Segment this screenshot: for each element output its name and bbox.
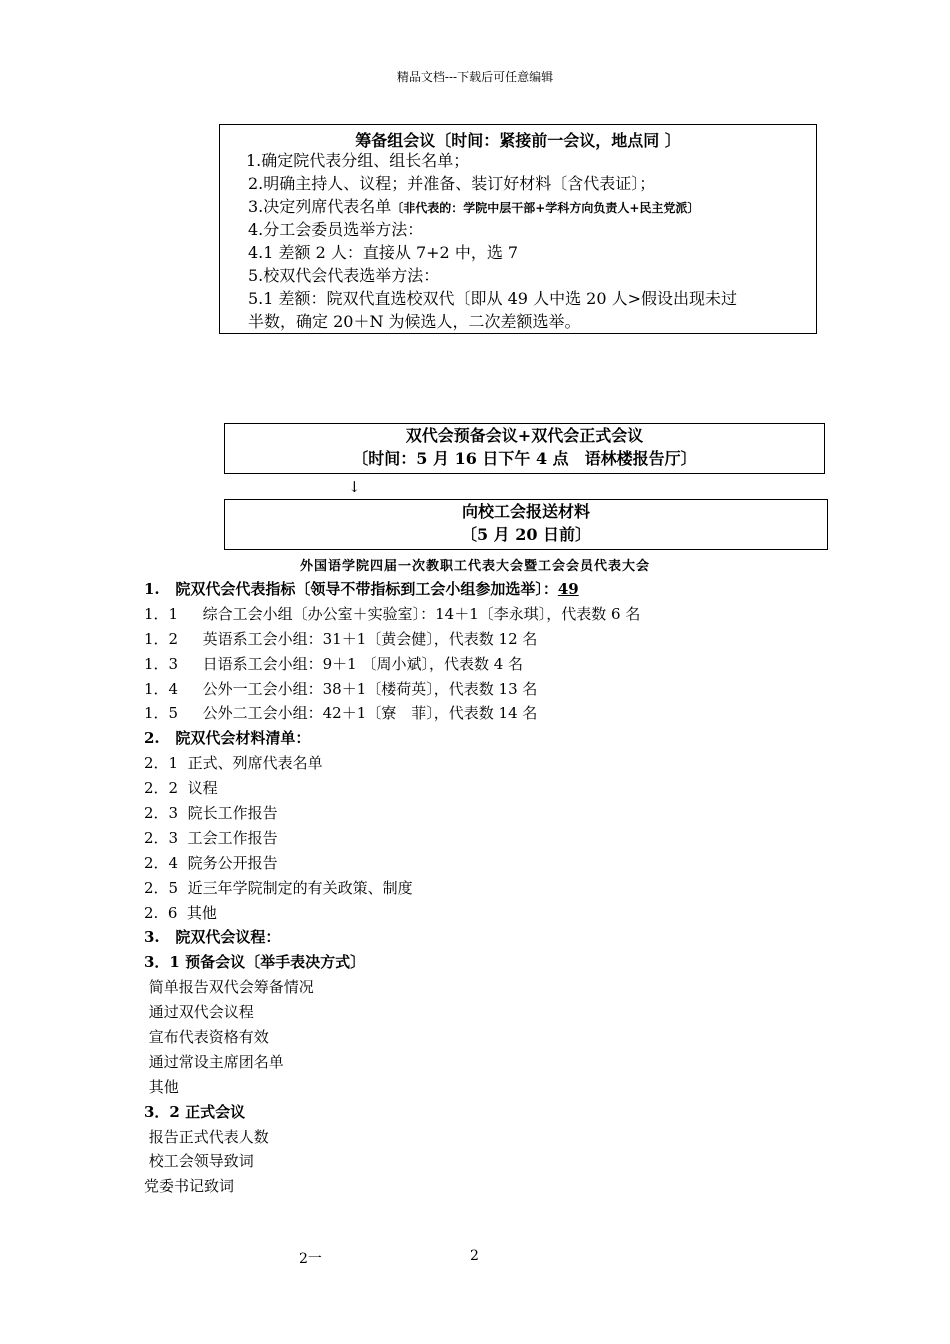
- list-item: 简单报告双代会筹备情况: [144, 978, 314, 997]
- section-1-text: 1. 院双代会代表指标〔领导不带指标到工会小组参加选举〕：: [144, 580, 558, 598]
- list-item: 2．4 院务公开报告: [144, 853, 278, 872]
- list-item: 通过双代会议程: [144, 1003, 254, 1022]
- meeting-title: 双代会预备会议+双代会正式会议: [405, 426, 644, 445]
- section-3-1-heading: 3．1 预备会议〔举手表决方式〕: [144, 953, 366, 972]
- list-item: 报告正式代表人数: [144, 1127, 269, 1146]
- section-1-total: 49: [557, 580, 579, 598]
- prep-item-6: 5.校双代会代表选举方法：: [248, 266, 440, 285]
- down-arrow-icon: ↓: [348, 478, 361, 496]
- list-item: 2．3 院长工作报告: [144, 804, 278, 823]
- section-2-heading: 2. 院双代会材料清单：: [144, 729, 311, 748]
- prep-item-7: 5.1 差额：院双代直选校双代〔即从 49 人中选 20 人>假设出现未过: [248, 289, 738, 308]
- submit-deadline: 〔5 月 20 日前〕: [460, 525, 592, 544]
- submit-box: [224, 499, 828, 550]
- prep-item-1: 1.确定院代表分组、组长名单；: [246, 151, 470, 170]
- list-item: 2．5 近三年学院制定的有关政策、制度: [144, 878, 413, 897]
- prep-item-3-text: 3.决定列席代表名单: [248, 197, 392, 216]
- list-item: 2. 6 其他: [144, 903, 217, 922]
- list-item: 党委书记致词: [144, 1177, 235, 1196]
- list-item: 校工会领导致词: [144, 1152, 254, 1171]
- prep-meeting-title: 筹备组会议〔时间：紧接前一会议，地点同 〕: [355, 131, 681, 150]
- list-item: 1．3 日语系工会小组：9＋1 〔周小斌〕，代表数 4 名: [144, 654, 524, 673]
- prep-item-3: [248, 195, 808, 220]
- list-item: 2．1 正式、列席代表名单: [144, 754, 323, 773]
- section-1-heading: [144, 577, 640, 602]
- list-item: 1．1 综合工会小组〔办公室＋实验室〕：14＋1〔李永琪〕，代表数 6 名: [144, 604, 641, 623]
- list-item: 其他: [144, 1077, 179, 1096]
- document-title: 外国语学院四届一次教职工代表大会暨工会会员代表大会: [299, 559, 650, 574]
- content-list: [144, 577, 640, 1199]
- prep-item-4: 4.分工会委员选举方法：: [248, 220, 424, 239]
- list-item: 2．2 议程: [144, 779, 218, 798]
- list-item: 1．5 公外二工会小组：42＋1〔寮 菲〕，代表数 14 名: [144, 704, 538, 723]
- page-header: 精品文档---下载后可任意编辑: [396, 70, 554, 84]
- footer-left: 2一: [299, 1251, 322, 1267]
- prep-meeting-box: [219, 124, 817, 334]
- prep-item-8: 半数，确定 20＋N 为候选人，二次差额选举。: [248, 312, 581, 331]
- section-3-heading: 3. 院双代会议程：: [144, 928, 281, 947]
- list-item: 2．3 工会工作报告: [144, 828, 278, 847]
- list-item: 1．4 公外一工会小组：38＋1〔楼荷英〕，代表数 13 名: [144, 679, 538, 698]
- list-item: 通过常设主席团名单: [144, 1052, 284, 1071]
- prep-item-3-note: 〔非代表的：学院中层干部+学科方向负责人+民主党派〕: [391, 201, 700, 215]
- list-item: 宣布代表资格有效: [144, 1028, 269, 1047]
- prep-item-5: 4.1 差额 2 人：直接从 7+2 中，选 7: [248, 243, 519, 262]
- list-item: 1．2 英语系工会小组：31＋1〔黄会健〕，代表数 12 名: [144, 629, 538, 648]
- page-number: 2: [470, 1248, 479, 1264]
- meeting-time: 〔时间：5 月 16 日下午 4 点 语林楼报告厅〕: [352, 449, 697, 468]
- meeting-box: [224, 423, 825, 474]
- submit-title: 向校工会报送材料: [461, 502, 590, 521]
- prep-item-2: 2.明确主持人、议程；并准备、装订好材料〔含代表证〕；: [248, 174, 656, 193]
- section-3-2-heading: 3．2 正式会议: [144, 1102, 246, 1121]
